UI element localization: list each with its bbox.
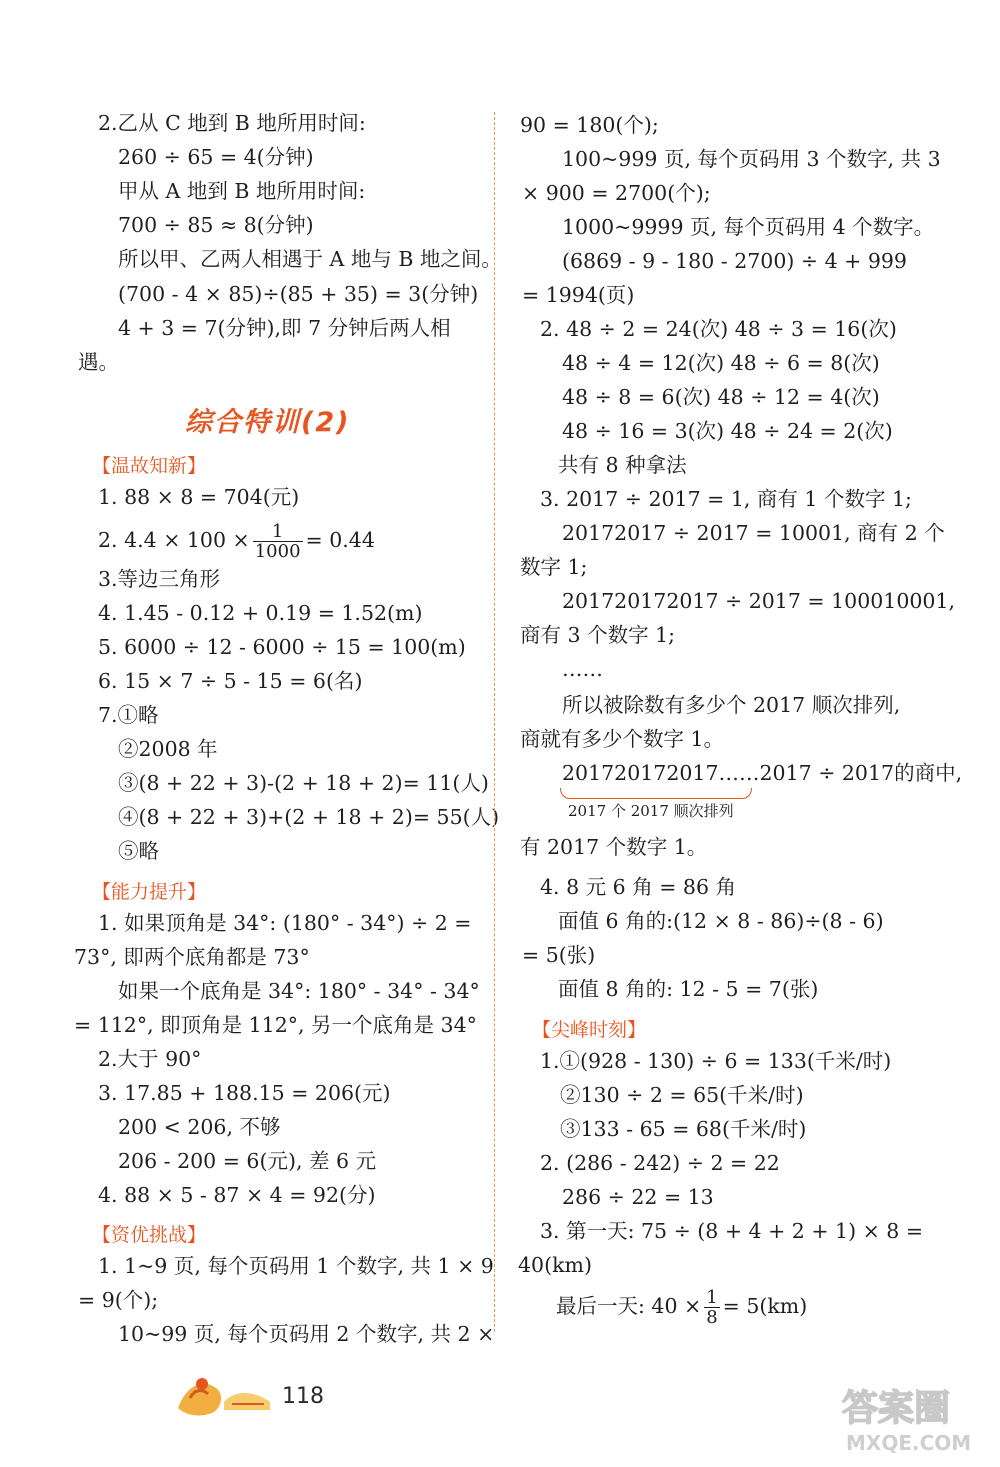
nengli-9: 4. 88 × 5 - 87 × 4 = 92(分) — [98, 1183, 376, 1207]
wengu-1: 1. 88 × 8 = 704(元) — [98, 485, 300, 509]
right-line-8: 48 ÷ 4 = 12(次) 48 ÷ 6 = 8(次) — [562, 351, 880, 375]
jianfeng-7: 40(km) — [518, 1253, 592, 1277]
frac1-num: 1 — [253, 522, 303, 542]
wengu-7: 7.①略 — [98, 703, 159, 727]
left-line-6: (700 - 4 × 85)÷(85 + 35) = 3(分钟) — [118, 282, 479, 306]
right-line-23: 面值 6 角的:(12 × 8 - 86)÷(8 - 6) — [558, 909, 884, 933]
watermark-title: 答案圈 — [842, 1388, 951, 1429]
ziyou-1: 1. 1~9 页, 每个页码用 1 个数字, 共 1 × 9 — [98, 1254, 494, 1278]
right-line-25: 面值 8 角的: 12 - 5 = 7(张) — [558, 977, 819, 1001]
nengli-8: 206 - 200 = 6(元), 差 6 元 — [118, 1149, 377, 1173]
right-line-3: × 900 = 2700(个); — [522, 181, 711, 205]
ziyou-3: 10~99 页, 每个页码用 2 个数字, 共 2 × — [118, 1322, 495, 1346]
left-line-8: 遇。 — [78, 350, 119, 374]
frac2-den: 8 — [706, 1307, 718, 1328]
left-line-5: 所以甲、乙两人相遇于 A 地与 B 地之间。 — [118, 247, 502, 271]
right-line-13: 20172017 ÷ 2017 = 10001, 商有 2 个 — [562, 521, 945, 545]
column-divider — [494, 112, 495, 1332]
wengu-8: ②2008 年 — [118, 737, 218, 761]
tag-jianfeng: 【尖峰时刻】 — [532, 1019, 647, 1041]
right-line-20: 201720172017……2017 ÷ 2017的商中, — [562, 761, 963, 785]
wengu-2-result: = 0.44 — [305, 528, 375, 552]
section-title: 综合特训(2) — [185, 407, 351, 438]
right-line-24: = 5(张) — [522, 943, 596, 967]
jianfeng-8-result: = 5(km) — [722, 1294, 808, 1318]
right-line-7: 2. 48 ÷ 2 = 24(次) 48 ÷ 3 = 16(次) — [540, 317, 897, 341]
nengli-2: 73°, 即两个底角都是 73° — [74, 945, 310, 969]
wengu-2-expr: 2. 4.4 × 100 × — [98, 528, 250, 552]
frac1-den: 1000 — [254, 541, 301, 562]
watermark-url: MXQE.COM — [846, 1431, 972, 1455]
mascot-logo-icon — [172, 1368, 276, 1418]
jianfeng-8-expr: 最后一天: 40 × — [556, 1294, 702, 1318]
right-line-18: 所以被除数有多少个 2017 顺次排列, — [562, 693, 901, 717]
jianfeng-5: 286 ÷ 22 = 13 — [562, 1185, 714, 1209]
right-line-11: 共有 8 种拿法 — [558, 453, 687, 477]
right-line-10: 48 ÷ 16 = 3(次) 48 ÷ 24 = 2(次) — [562, 419, 893, 443]
right-line-14: 数字 1; — [520, 555, 588, 579]
frac2-num: 1 — [706, 1287, 718, 1308]
right-line-19: 商就有多少个数字 1。 — [520, 727, 725, 751]
jianfeng-4: 2. (286 - 242) ÷ 2 = 22 — [540, 1151, 780, 1175]
right-line-9: 48 ÷ 8 = 6(次) 48 ÷ 12 = 4(次) — [562, 385, 880, 409]
wengu-3: 3.等边三角形 — [98, 567, 221, 591]
watermark-logo-icon — [838, 1378, 988, 1458]
right-line-4: 1000~9999 页, 每个页码用 4 个数字。 — [562, 215, 935, 239]
jianfeng-8 — [556, 1288, 807, 1327]
underbrace — [560, 788, 752, 799]
brace-note: 2017 个 2017 顺次排列 — [568, 802, 734, 820]
left-line-4: 700 ÷ 85 ≈ 8(分钟) — [118, 213, 314, 237]
right-line-1: 90 = 180(个); — [520, 113, 659, 137]
left-line-7: 4 + 3 = 7(分钟),即 7 分钟后两人相 — [118, 316, 451, 340]
wengu-11: ⑤略 — [118, 839, 159, 863]
page-number: 118 — [282, 1384, 324, 1409]
wengu-2 — [98, 522, 375, 561]
nengli-7: 200 < 206, 不够 — [118, 1115, 281, 1139]
right-line-12: 3. 2017 ÷ 2017 = 1, 商有 1 个数字 1; — [540, 487, 912, 511]
jianfeng-2: ②130 ÷ 2 = 65(千米/时) — [560, 1083, 804, 1107]
right-line-17: …… — [562, 657, 603, 681]
right-line-16: 商有 3 个数字 1; — [520, 623, 676, 647]
nengli-4: = 112°, 即顶角是 112°, 另一个底角是 34° — [74, 1013, 477, 1037]
tag-ziyou: 【资优挑战】 — [92, 1224, 207, 1246]
right-line-21: 有 2017 个数字 1。 — [520, 835, 708, 859]
jianfeng-6: 3. 第一天: 75 ÷ (8 + 4 + 2 + 1) × 8 = — [540, 1219, 924, 1243]
right-line-22: 4. 8 元 6 角 = 86 角 — [540, 875, 737, 899]
wengu-5: 5. 6000 ÷ 12 - 6000 ÷ 15 = 100(m) — [98, 635, 466, 659]
fraction-1-over-8 — [704, 1288, 719, 1327]
nengli-3: 如果一个底角是 34°: 180° - 34° - 34° — [118, 979, 480, 1003]
wengu-10: ④(8 + 22 + 3)+(2 + 18 + 2)= 55(人) — [118, 805, 500, 829]
right-line-15: 201720172017 ÷ 2017 = 100010001, — [562, 589, 956, 613]
wengu-9: ③(8 + 22 + 3)-(2 + 18 + 2)= 11(人) — [118, 771, 489, 795]
right-line-6: = 1994(页) — [522, 283, 635, 307]
jianfeng-3: ③133 - 65 = 68(千米/时) — [560, 1117, 807, 1141]
tag-nengli: 【能力提升】 — [92, 881, 207, 903]
right-line-5: (6869 - 9 - 180 - 2700) ÷ 4 + 999 — [562, 249, 907, 273]
right-line-2: 100~999 页, 每个页码用 3 个数字, 共 3 — [562, 147, 941, 171]
left-line-3: 甲从 A 地到 B 地所用时间: — [118, 179, 366, 203]
wengu-6: 6. 15 × 7 ÷ 5 - 15 = 6(名) — [98, 669, 363, 693]
left-line-2: 260 ÷ 65 = 4(分钟) — [118, 145, 314, 169]
fraction-1-over-1000 — [253, 522, 303, 561]
tag-wengu: 【温故知新】 — [92, 455, 207, 477]
left-line-1: 2.乙从 C 地到 B 地所用时间: — [98, 111, 366, 135]
nengli-6: 3. 17.85 + 188.15 = 206(元) — [98, 1081, 391, 1105]
ziyou-2: = 9(个); — [78, 1288, 159, 1312]
jianfeng-1: 1.①(928 - 130) ÷ 6 = 133(千米/时) — [540, 1049, 892, 1073]
nengli-5: 2.大于 90° — [98, 1047, 202, 1071]
wengu-4: 4. 1.45 - 0.12 + 0.19 = 1.52(m) — [98, 601, 423, 625]
nengli-1: 1. 如果顶角是 34°: (180° - 34°) ÷ 2 = — [98, 911, 472, 935]
